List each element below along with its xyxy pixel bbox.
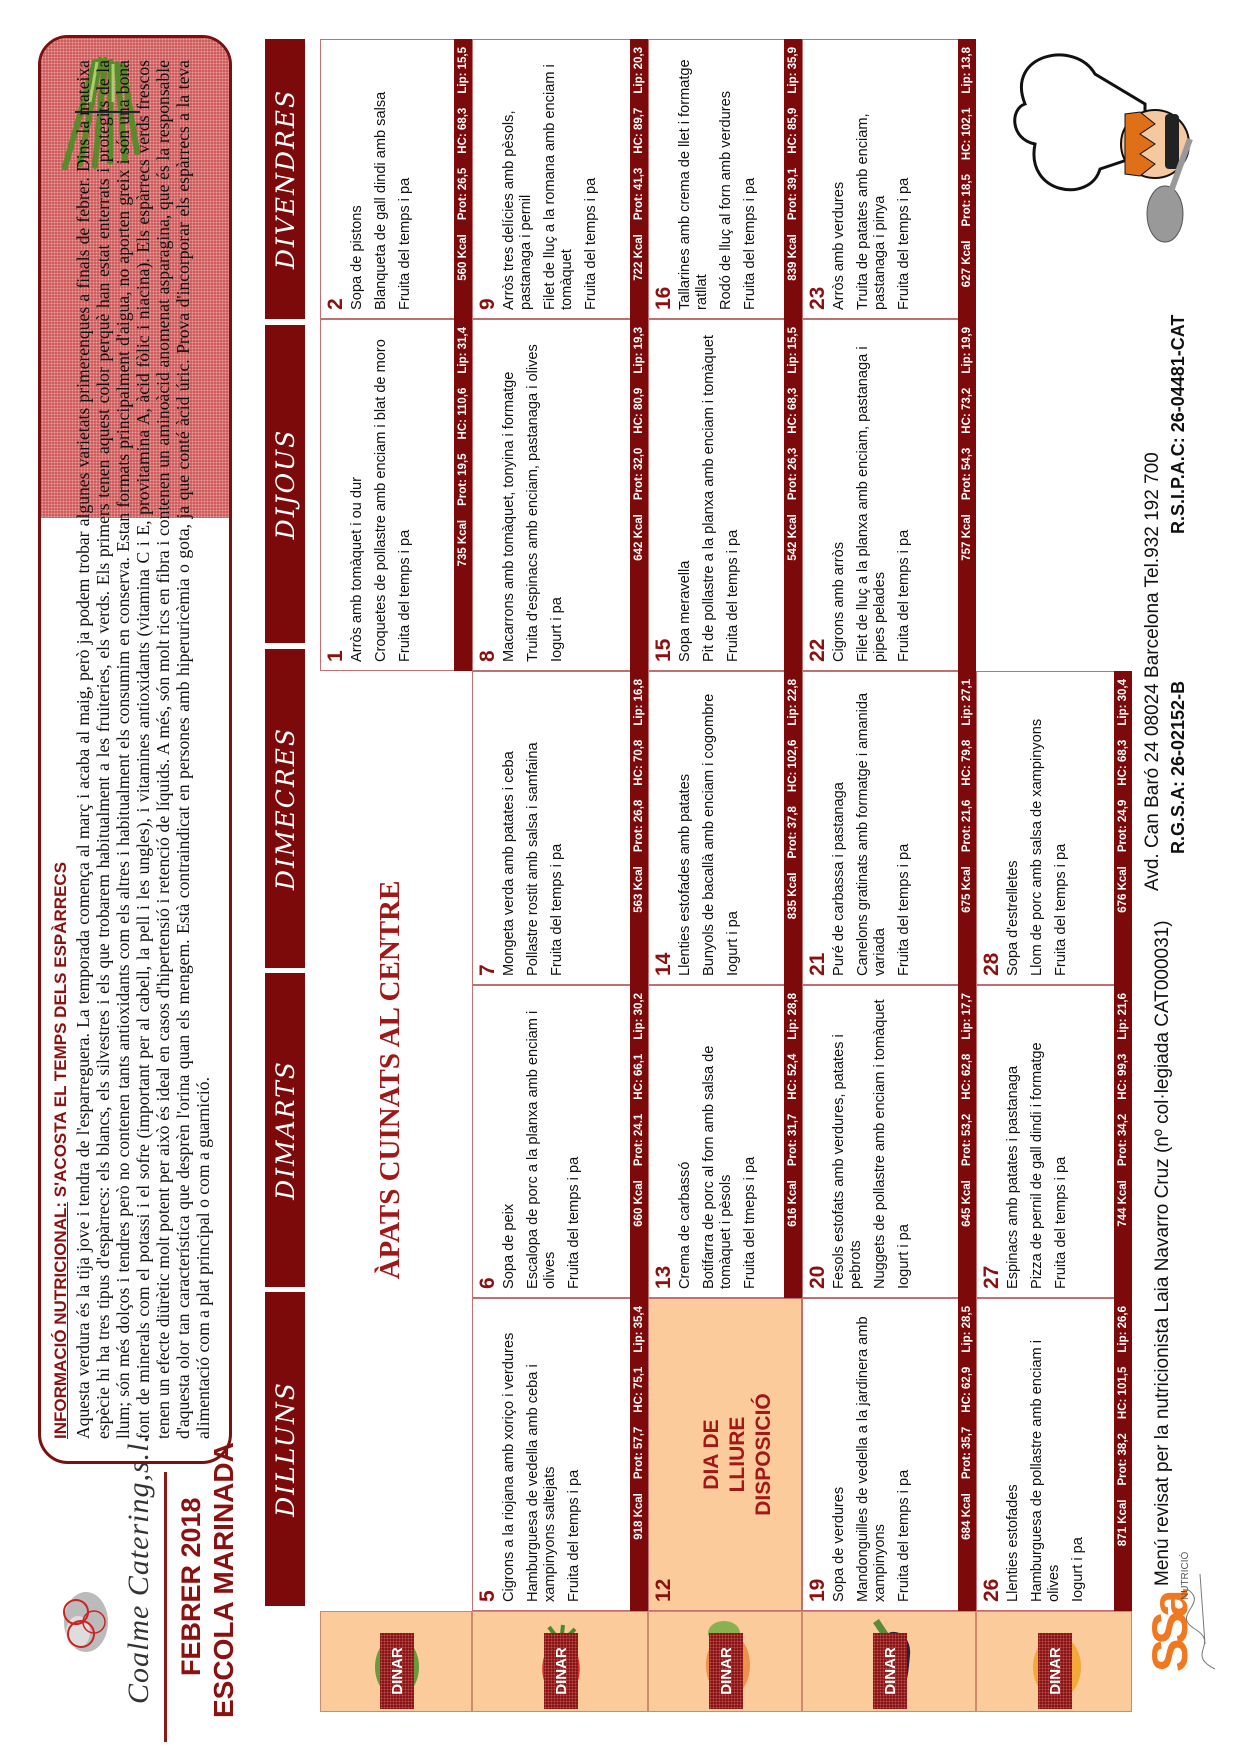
nutrition-logo-mark: SSa xyxy=(1142,1595,1198,1672)
nutrition-kcal: 676 Kcal xyxy=(1117,866,1129,913)
dish-item: Escalopa de porc a la planxa amb enciam i olives xyxy=(525,1010,558,1289)
nutrition-prot: Prot: 54,3 xyxy=(961,447,973,501)
nutrition-bar xyxy=(1114,1298,1132,1611)
dish-item: Puré de carbassa i pastanaga xyxy=(831,782,847,976)
dish-item: Fruita del temps i pa xyxy=(896,843,912,976)
day-number: 2 xyxy=(324,298,347,310)
meal-label: DINAR xyxy=(709,1633,743,1709)
nutrition-hc: HC: 110,6 xyxy=(457,387,469,440)
nutrition-kcal: 616 Kcal xyxy=(787,1180,799,1227)
dish-item: Truita d'espinacs amb enciam, pastanaga i olives xyxy=(525,344,541,662)
nutrition-prot: Prot: 26,8 xyxy=(633,799,645,853)
dish-item: Arròs amb tomàquet i ou dur xyxy=(349,477,365,662)
nutrition-bar xyxy=(1114,985,1132,1298)
dish-item: Truita de patates amb enciam, pastanaga i pinya xyxy=(855,113,888,310)
dish-item: Fruita del temps i pa xyxy=(397,177,413,310)
nutrition-hc: HC: 66,1 xyxy=(633,1053,645,1100)
dish-item: Cigrons amb arròs xyxy=(831,541,847,662)
day-number: 9 xyxy=(476,298,499,310)
dish-item: Pit de pollastre a la planxa amb enciam i tomàquet xyxy=(701,335,717,662)
address-text: Avd. Can Baró 24 08024 Barcelona Tel.932 192 700 xyxy=(1142,452,1163,891)
dish-item: Croquetes de pollastre amb enciam i blat de moro xyxy=(373,339,389,662)
dish-item: Macarrons amb tomàquet, tonyina i formatge xyxy=(501,371,517,662)
reviewed-by-text: Menú revisat per la nutricionista Laia Navarro Cruz (nº col·legiada CAT000031) xyxy=(1152,920,1173,1586)
nutrition-lip: Lip: 28,5 xyxy=(961,1306,973,1353)
meal-cell xyxy=(802,1611,976,1712)
dish-item: Iogurt i pa xyxy=(549,597,565,662)
day-number: 12 xyxy=(652,1578,675,1602)
nutrition-logo-sub: NUTRICIÓ xyxy=(1180,1551,1191,1600)
nutrition-lip: Lip: 30,2 xyxy=(633,993,645,1040)
day-cell-5 xyxy=(472,1298,648,1611)
nutrition-kcal: 835 Kcal xyxy=(787,872,799,920)
free-day-line: DIA DE xyxy=(700,1419,723,1490)
day-cell-14 xyxy=(648,671,802,985)
dish-item: Fruita del temps i pa xyxy=(725,529,741,662)
dish-item: Rodó de lluç al forn amb verdures xyxy=(718,90,734,310)
nutrition-hc: HC: 99,3 xyxy=(1117,1053,1129,1100)
nutrition-kcal: 744 Kcal xyxy=(1117,1180,1129,1227)
nutrition-prot: Prot: 24.1 xyxy=(633,1113,645,1167)
meal-cell xyxy=(976,1611,1132,1712)
nutrition-prot: Prot: 34,2 xyxy=(1117,1113,1129,1167)
nutrition-lip: Lip: 35,9 xyxy=(787,47,799,94)
nutrition-prot: Prot: 21,6 xyxy=(961,799,973,853)
nutrition-bar xyxy=(958,671,976,985)
info-body: Aquesta verdura és la tija jove i tendra de l'esparreguera. La temporada comença al març i acaba al maig, però ja podem trobar algunes varietats primerenques a finals de febrer. Dins la mateixa espècie hi ha tres tipus d'espàrrecs: els blancs, els silvestres i els que trobarem habitualment a les fruiteries, els verds. Els primers tenen aquest color perquè han estat enterrats i protegits de la llum; són més dolços i tendres però no contenen tants antioxidants com els altres i habitualment els consumim en conserva. Estan formats principalment d'aigua, no aporten greix i són una bona font de minerals com el potassi i el sofre (important per al cabell, la pell i les ungles), i vitamines antioxidants (vitamina C i E, provitamina A, àcid fòlic i niacina). Els espàrrecs verds frescos tenen un efecte diürètic molt potent per això és ideal en casos d'hipertensió i retenció de líquids. A més, són molt rics en fibra i contenen un aminoàcid anomenat asparagina, que és la responsable d'aquesta olor tan característica que desprèn l'orina quan els mengem. Està contraindicat en persones amb hiperuricèmia o gota, ja que conté àcid úric. Prova d'incorporar els espàrrecs a la teva alimentació com a plat principal o com a guarnició. xyxy=(73,60,213,1439)
nutrition-lip: Lip: 15,5 xyxy=(787,327,799,374)
dish-item: Fruita del temps i pa xyxy=(1053,1156,1069,1289)
dish-item: Llom de porc amb salsa de xampinyons xyxy=(1029,718,1045,976)
dish-item: Botifarra de porc al forn amb salsa de tomàquet i pèsols xyxy=(701,1045,734,1289)
day-number: 5 xyxy=(476,1590,499,1602)
dish-item: Crema de carbassó xyxy=(677,1161,693,1289)
nutrition-bar xyxy=(454,39,472,319)
nutrition-lip: Lip: 35,4 xyxy=(633,1306,645,1353)
header-dilluns: DILLUNS xyxy=(265,1292,305,1606)
day-cell-15 xyxy=(648,319,802,671)
nutrition-kcal: 542 Kcal xyxy=(787,514,799,561)
day-cell-2 xyxy=(320,39,472,319)
header-dimarts: DIMARTS xyxy=(265,973,305,1287)
day-cell-9 xyxy=(472,39,648,319)
nutrition-prot: Prot: 39,1 xyxy=(787,167,799,221)
nutrition-prot: Prot: 57,7 xyxy=(633,1426,645,1480)
dish-item: Filet de lluç a la planxa amb enciam, pastanaga i pipes pelades xyxy=(855,346,888,662)
nutrition-bar xyxy=(630,1298,648,1611)
nutrition-kcal: 660 Kcal xyxy=(633,1180,645,1227)
free-day-text xyxy=(699,1299,777,1610)
nutrition-kcal: 722 Kcal xyxy=(633,234,645,281)
dish-item: Pollastre rostit amb salsa i samfaina xyxy=(525,742,541,976)
dish-item: Hamburguesa de pollastre amb enciam i olives xyxy=(1029,1339,1062,1602)
nutrition-kcal: 684 Kcal xyxy=(961,1493,973,1540)
dish-item: Fruita del temps i pa xyxy=(583,177,599,310)
dish-item: Llenties estofades xyxy=(1005,1484,1021,1602)
nutrition-lip: Lip: 28,8 xyxy=(787,993,799,1040)
header-divider xyxy=(164,1472,167,1742)
day-number: 8 xyxy=(476,650,499,662)
nutrition-kcal: 627 Kcal xyxy=(961,240,973,288)
menu-month: FEBRER 2018 xyxy=(176,1497,206,1676)
nutrition-prot: Prot: 53,2 xyxy=(961,1113,973,1167)
day-cell-23 xyxy=(802,39,976,319)
nutrition-bar xyxy=(454,319,472,671)
nutrition-prot: Prot: 37,8 xyxy=(787,806,799,859)
day-number: 23 xyxy=(806,286,829,310)
nutrition-kcal: 757 Kcal xyxy=(961,514,973,561)
nutrition-kcal: 735 Kcal xyxy=(457,519,469,567)
dish-item: Iogurt i pa xyxy=(725,911,741,976)
nutrition-bar xyxy=(784,39,802,319)
dish-item: Fruita del temps i pa xyxy=(896,529,912,662)
dish-item: Fruita del temps i pa xyxy=(397,529,413,662)
dish-item: Llenties estofades amb patates xyxy=(677,773,693,976)
dish-item: Bunyols de bacallà amb enciam i cogombre xyxy=(701,693,717,976)
dish-item: Mongeta verda amb patates i ceba xyxy=(501,751,517,976)
day-number: 26 xyxy=(980,1578,1003,1602)
day-cell-6 xyxy=(472,985,648,1298)
dish-item: Tallarines amb crema de llet i formatge ratllat xyxy=(677,59,710,310)
day-cell-13 xyxy=(648,985,802,1298)
nutrition-hc: HC: 73,2 xyxy=(961,387,973,434)
nutrition-bar xyxy=(784,319,802,671)
nutrition-hc: HC: 68,3 xyxy=(787,387,799,434)
signature-icon xyxy=(1175,1564,1225,1674)
nutrition-kcal: 871 Kcal xyxy=(1117,1499,1129,1547)
nutrition-prot: Prot: 24,9 xyxy=(1117,799,1129,853)
nutrition-lip: Lip: 27,1 xyxy=(961,679,973,726)
nutrition-lip: Lip: 30,4 xyxy=(1117,679,1129,726)
company-logo-icon xyxy=(46,1582,116,1662)
day-number: 13 xyxy=(652,1265,675,1289)
day-cell-22 xyxy=(802,319,976,671)
nutrition-kcal: 563 Kcal xyxy=(633,866,645,913)
nutrition-kcal: 642 Kcal xyxy=(633,514,645,561)
company-name: Coalme Catering,s.l. xyxy=(122,1433,155,1704)
dish-item: Fruita del temps i pa xyxy=(742,177,758,310)
nutrition-kcal: 645 Kcal xyxy=(961,1180,973,1227)
day-number: 21 xyxy=(806,952,829,976)
info-title-label: INFORMACIÓ NUTRICIONAL: xyxy=(51,1201,70,1439)
day-cell-20 xyxy=(802,985,976,1298)
nutrition-bar xyxy=(630,39,648,319)
chef-mascot-icon xyxy=(1005,44,1195,254)
nutrition-hc: HC: 80,9 xyxy=(633,387,645,434)
nutrition-bar xyxy=(630,319,648,671)
nutrition-prot: Prot: 32,0 xyxy=(633,447,645,501)
nutrition-hc: HC: 101,5 xyxy=(1117,1366,1129,1420)
nutrition-info-box xyxy=(38,35,232,1464)
dish-item: Sopa de verdures xyxy=(831,1486,847,1602)
dish-item: Fruita del tmeps i pa xyxy=(742,1156,758,1289)
dish-item: Hamburguesa de vedella amb ceba i xampinyons saltejats xyxy=(525,1364,558,1602)
nutrition-hc: HC: 52,4 xyxy=(787,1053,799,1100)
nutrition-prot: Prot: 41,3 xyxy=(633,167,645,221)
registration-rsipac: R.S.I.P.A.C: 26-04481-CAT xyxy=(1168,314,1188,534)
nutrition-lip: Lip: 19,3 xyxy=(633,327,645,374)
dish-item: Fruita del temps i pa xyxy=(896,1469,912,1602)
nutrition-kcal: 675 Kcal xyxy=(961,866,973,913)
nutrition-kcal: 918 Kcal xyxy=(633,1493,645,1540)
nutrition-hc: HC: 62,9 xyxy=(961,1366,973,1413)
day-number: 22 xyxy=(806,638,829,662)
nutrition-hc: HC: 85,9 xyxy=(787,107,799,154)
day-cell-21 xyxy=(802,671,976,985)
dish-item: Canelons gratinats amb formatge i amanida variada xyxy=(855,692,888,976)
nutrition-hc: HC: 68,3 xyxy=(457,107,469,154)
meal-label: DINAR xyxy=(380,1633,414,1709)
dish-item: Espinacs amb patates i pastanaga xyxy=(1005,1065,1021,1289)
dish-item: Sopa de peix xyxy=(501,1203,517,1289)
nutrition-kcal: 839 Kcal xyxy=(787,234,799,281)
nutrition-prot: Prot: 35,7 xyxy=(961,1426,973,1480)
nutrition-lip: Lip: 16,8 xyxy=(633,679,645,726)
day-cell-7 xyxy=(472,671,648,985)
dish-item: Sopa de pistons xyxy=(349,205,365,310)
dish-item: Fruita del temps i pa xyxy=(896,177,912,310)
nutrition-bar xyxy=(958,1298,976,1611)
dish-item: Fruita del temps i pa xyxy=(566,1469,582,1602)
meal-label: DINAR xyxy=(544,1633,578,1709)
nutrition-lip: Lip: 22,8 xyxy=(787,679,799,726)
nutrition-lip: Lip: 15,5 xyxy=(457,47,469,94)
info-text xyxy=(51,60,213,1439)
dish-item: Fesols estofats amb verdures, patates i pebrots xyxy=(831,1034,864,1289)
free-day-line: DISPOSICIÓ xyxy=(752,1393,775,1516)
nutrition-hc: HC: 68,3 xyxy=(1117,739,1129,786)
dish-item: Sopa meravella xyxy=(677,560,693,662)
info-title-topic: S'ACOSTA EL TEMPS DELS ESPÀRRECS xyxy=(51,861,70,1202)
dish-item: Iogurt i pa xyxy=(1070,1537,1086,1602)
nutrition-hc: HC: 102,1 xyxy=(961,107,973,161)
day-cell-19 xyxy=(802,1298,976,1611)
nutrition-prot: Prot: 31,7 xyxy=(787,1113,799,1167)
nutrition-kcal: 560 Kcal xyxy=(457,234,469,281)
free-day-line: LLIURE xyxy=(726,1416,749,1493)
nutrition-lip: Lip: 21,6 xyxy=(1117,993,1129,1040)
nutrition-prot: Prot: 19,5 xyxy=(457,453,469,506)
day-number: 16 xyxy=(652,286,675,310)
day-number: 7 xyxy=(476,964,499,976)
day-cell-12 xyxy=(648,1298,802,1611)
nutrition-hc: HC: 102,6 xyxy=(787,739,799,793)
nutrition-bar xyxy=(784,671,802,985)
day-number: 19 xyxy=(806,1578,829,1602)
nutrition-lip: Lip: 20,3 xyxy=(633,47,645,94)
nutrition-lip: Lip: 17,7 xyxy=(961,993,973,1040)
day-number: 6 xyxy=(476,1277,499,1289)
header-dimecres: DIMECRES xyxy=(265,649,305,968)
school-name: ESCOLA MARINADA xyxy=(208,1442,239,1718)
nutrition-lip: Lip: 13,8 xyxy=(961,47,973,94)
info-title xyxy=(51,60,71,1439)
dish-item: Fruita del temps i pa xyxy=(549,843,565,976)
meal-cell xyxy=(472,1611,648,1712)
day-cell-16 xyxy=(648,39,802,319)
nutrition-lip: Lip: 19,9 xyxy=(961,327,973,374)
day-cell-1 xyxy=(320,319,472,671)
nutrition-hc: HC: 89,7 xyxy=(633,107,645,154)
day-number: 14 xyxy=(652,952,675,976)
nutrition-bar xyxy=(784,985,802,1298)
dish-item: Sopa d'estrelletes xyxy=(1005,860,1021,976)
meal-cell xyxy=(648,1611,802,1712)
day-cell-27 xyxy=(976,985,1132,1298)
dish-item: Blanqueta de gall dindi amb salsa xyxy=(373,91,389,310)
nutrition-hc: HC: 70,8 xyxy=(633,739,645,786)
day-cell-28 xyxy=(976,671,1132,985)
nutrition-hc: HC: 75,1 xyxy=(633,1366,645,1413)
day-cell-8 xyxy=(472,319,648,671)
dish-item: Mandonguilles de vedella a la jardinera amb xampinyons xyxy=(855,1316,888,1602)
header-dijous: DIJOUS xyxy=(265,325,305,643)
meal-cell xyxy=(320,1611,472,1712)
nutrition-bar xyxy=(630,985,648,1298)
day-number: 1 xyxy=(324,650,347,662)
dish-item: Iogurt i pa xyxy=(896,1224,912,1289)
nutrition-prot: Prot: 26,3 xyxy=(787,447,799,501)
day-number: 27 xyxy=(980,1265,1003,1289)
dish-item: Filet de lluç a la romana amb enciam i tomàquet xyxy=(542,64,575,310)
meal-label: DINAR xyxy=(873,1633,907,1709)
dish-item: Fruita del temps i pa xyxy=(1053,843,1069,976)
nutrition-bar xyxy=(958,319,976,671)
day-number: 28 xyxy=(980,952,1003,976)
dish-item: Cigrons a la riojana amb xoriço i verdures xyxy=(501,1332,517,1602)
dish-item: Fruita del temps i pa xyxy=(566,1156,582,1289)
nutrition-hc: HC: 62,8 xyxy=(961,1053,973,1100)
day-cell-26 xyxy=(976,1298,1132,1611)
nutrition-lip: Lip: 26,6 xyxy=(1117,1306,1129,1353)
dish-item: Arròs amb verdures xyxy=(831,181,847,310)
dish-item: Arròs tres delícies amb pèsols, pastanaga i pernil xyxy=(501,110,534,310)
nutrition-bar xyxy=(958,985,976,1298)
nutrition-bar xyxy=(1114,671,1132,985)
nutrition-prot: Prot: 38,2 xyxy=(1117,1433,1129,1486)
day-number: 15 xyxy=(652,638,675,662)
nutrition-bar xyxy=(630,671,648,985)
day-number: 20 xyxy=(806,1265,829,1289)
nutrition-lip: Lip: 31,4 xyxy=(457,327,469,374)
dish-item: Pizza de pernil de gall dindi i formatge xyxy=(1029,1042,1045,1289)
menu-title: ÀPATS CUINATS AL CENTRE xyxy=(374,880,406,1280)
nutrition-prot: Prot: 26,5 xyxy=(457,167,469,221)
registration-rgsa: R.G.S.A: 26-02152-B xyxy=(1168,680,1188,854)
nutrition-prot: Prot: 18,5 xyxy=(961,174,973,227)
dish-item: Nuggets de pollastre amb enciam i tomàquet xyxy=(872,999,888,1289)
nutrition-bar xyxy=(958,39,976,319)
header-divendres: DIVENDRES xyxy=(265,39,305,319)
meal-label: DINAR xyxy=(1038,1633,1072,1709)
nutrition-hc: HC: 79,8 xyxy=(961,739,973,786)
